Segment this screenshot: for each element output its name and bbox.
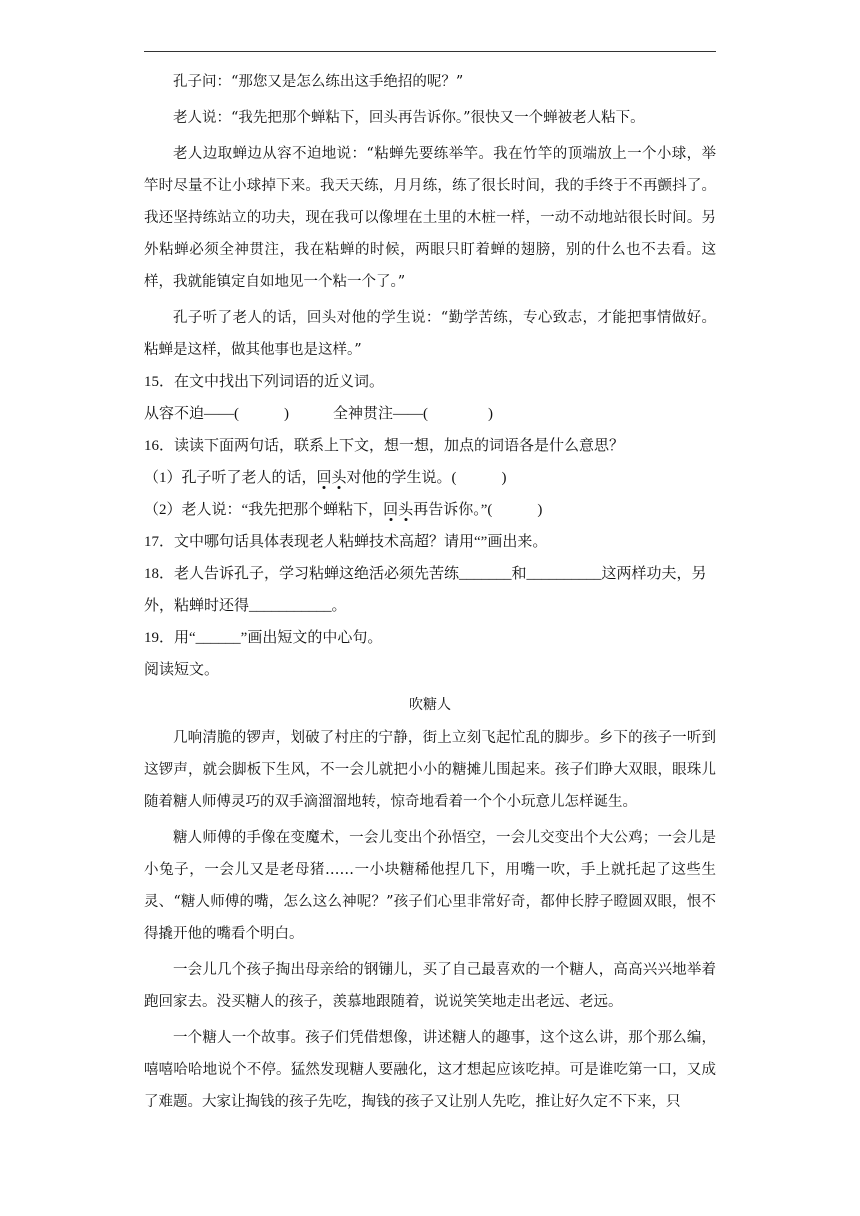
dotted-char: 头 — [331, 470, 347, 486]
passage-paragraph: 一个糖人一个故事。孩子们凭借想像，讲述糖人的趣事，这个这么讲，那个那么编，嘻嘻哈哈地说个不停。猛然发现糖人要融化，这才想起应该吃掉。可是谁吃第一口，又成了难题。大家让掏钱的孩子先吃，掏钱的孩子又让别人先吃，推让好久定不下来，只 — [144, 1030, 716, 1110]
question-15: 15．在文中找出下列词语的近义词。 — [144, 374, 385, 390]
question-15-items — [144, 398, 716, 430]
dotted-char: 头 — [398, 502, 414, 518]
passage-paragraph: 糖人师傅的手像在变魔术，一会儿变出个孙悟空，一会儿交变出个大公鸡；一会儿是小兔子，一会儿又是老母猪……一小块糖稀他捏几下，用嘴一吹，手上就托起了这些生灵、“糖人师傅的嘴，怎么这么神呢？”孩子们心里非常好奇，都伸长脖子瞪圆双眼，恨不得撬开他的嘴看个明白。 — [144, 830, 716, 942]
passage-paragraph: 孔子问：“那您又是怎么练出这手绝招的呢？” — [173, 74, 464, 90]
dotted-char: 回 — [316, 470, 332, 486]
passage-title: 吹糖人 — [409, 697, 451, 713]
question-15-item-a: 从容不迫——( ) — [144, 406, 289, 422]
passage-paragraph: 老人说：“我先把那个蝉粘下，回头再告诉你。”很快又一个蝉被老人粘下。 — [173, 110, 645, 126]
header-rule — [144, 51, 716, 52]
question-18-line1: 18．老人告诉孔子，学习粘蝉这绝活必须先苦练_______和__________这两样功夫，另 — [144, 566, 707, 582]
document-page — [144, 66, 716, 1118]
question-19: 19．用“______”画出短文的中心句。 — [144, 630, 383, 646]
question-16-2: （2）老人说：“我先把那个蝉粘下，回头再告诉你。”( ) — [144, 502, 543, 518]
passage-paragraph: 一会儿几个孩子掏出母亲给的钢镚儿，买了自己最喜欢的一个糖人，高高兴兴地举着跑回家去。没买糖人的孩子，羡慕地跟随着，说说笑笑地走出老远、老远。 — [144, 962, 716, 1010]
passage-paragraph: 几响清脆的锣声，划破了村庄的宁静，街上立刻飞起忙乱的脚步。乡下的孩子一听到这锣声，就会脚板下生风，不一会儿就把小小的糖摊儿围起来。孩子们睁大双眼，眼珠儿随着糖人师傅灵巧的双手滴溜溜地转，惊奇地看着一个个小玩意儿怎样诞生。 — [144, 730, 716, 810]
passage-paragraph: 老人边取蝉边从容不迫地说：“粘蝉先要练举竿。我在竹竿的顶端放上一个小球，举竿时尽量不让小球掉下来。我天天练，月月练，练了很长时间，我的手终于不再颤抖了。我还坚持练站立的功夫，现在我可以像埋在土里的木桩一样，一动不动地站很长时间。另外粘蝉必须全神贯注，我在粘蝉的时候，两眼只盯着蝉的翅膀，别的什么也不去看。这样，我就能镇定自如地见一个粘一个了。” — [144, 146, 716, 290]
question-18-line2: 外，粘蝉时还得___________。 — [144, 598, 347, 614]
read-instruction: 阅读短文。 — [144, 662, 220, 678]
question-15-item-b: 全神贯注——( ) — [333, 406, 493, 422]
dotted-char: 回 — [383, 502, 399, 518]
passage-paragraph: 孔子听了老人的话，回头对他的学生说：“勤学苦练，专心致志，才能把事情做好。粘蝉是这样，做其他事也是这样。” — [144, 310, 716, 358]
question-17: 17．文中哪句话具体表现老人粘蝉技术高超？请用“”画出来。 — [144, 534, 548, 550]
question-16-1: （1）孔子听了老人的话，回头对他的学生说。( ) — [144, 470, 507, 486]
question-16: 16．读读下面两句话，联系上下文，想一想，加点的词语各是什么意思？ — [144, 438, 625, 454]
